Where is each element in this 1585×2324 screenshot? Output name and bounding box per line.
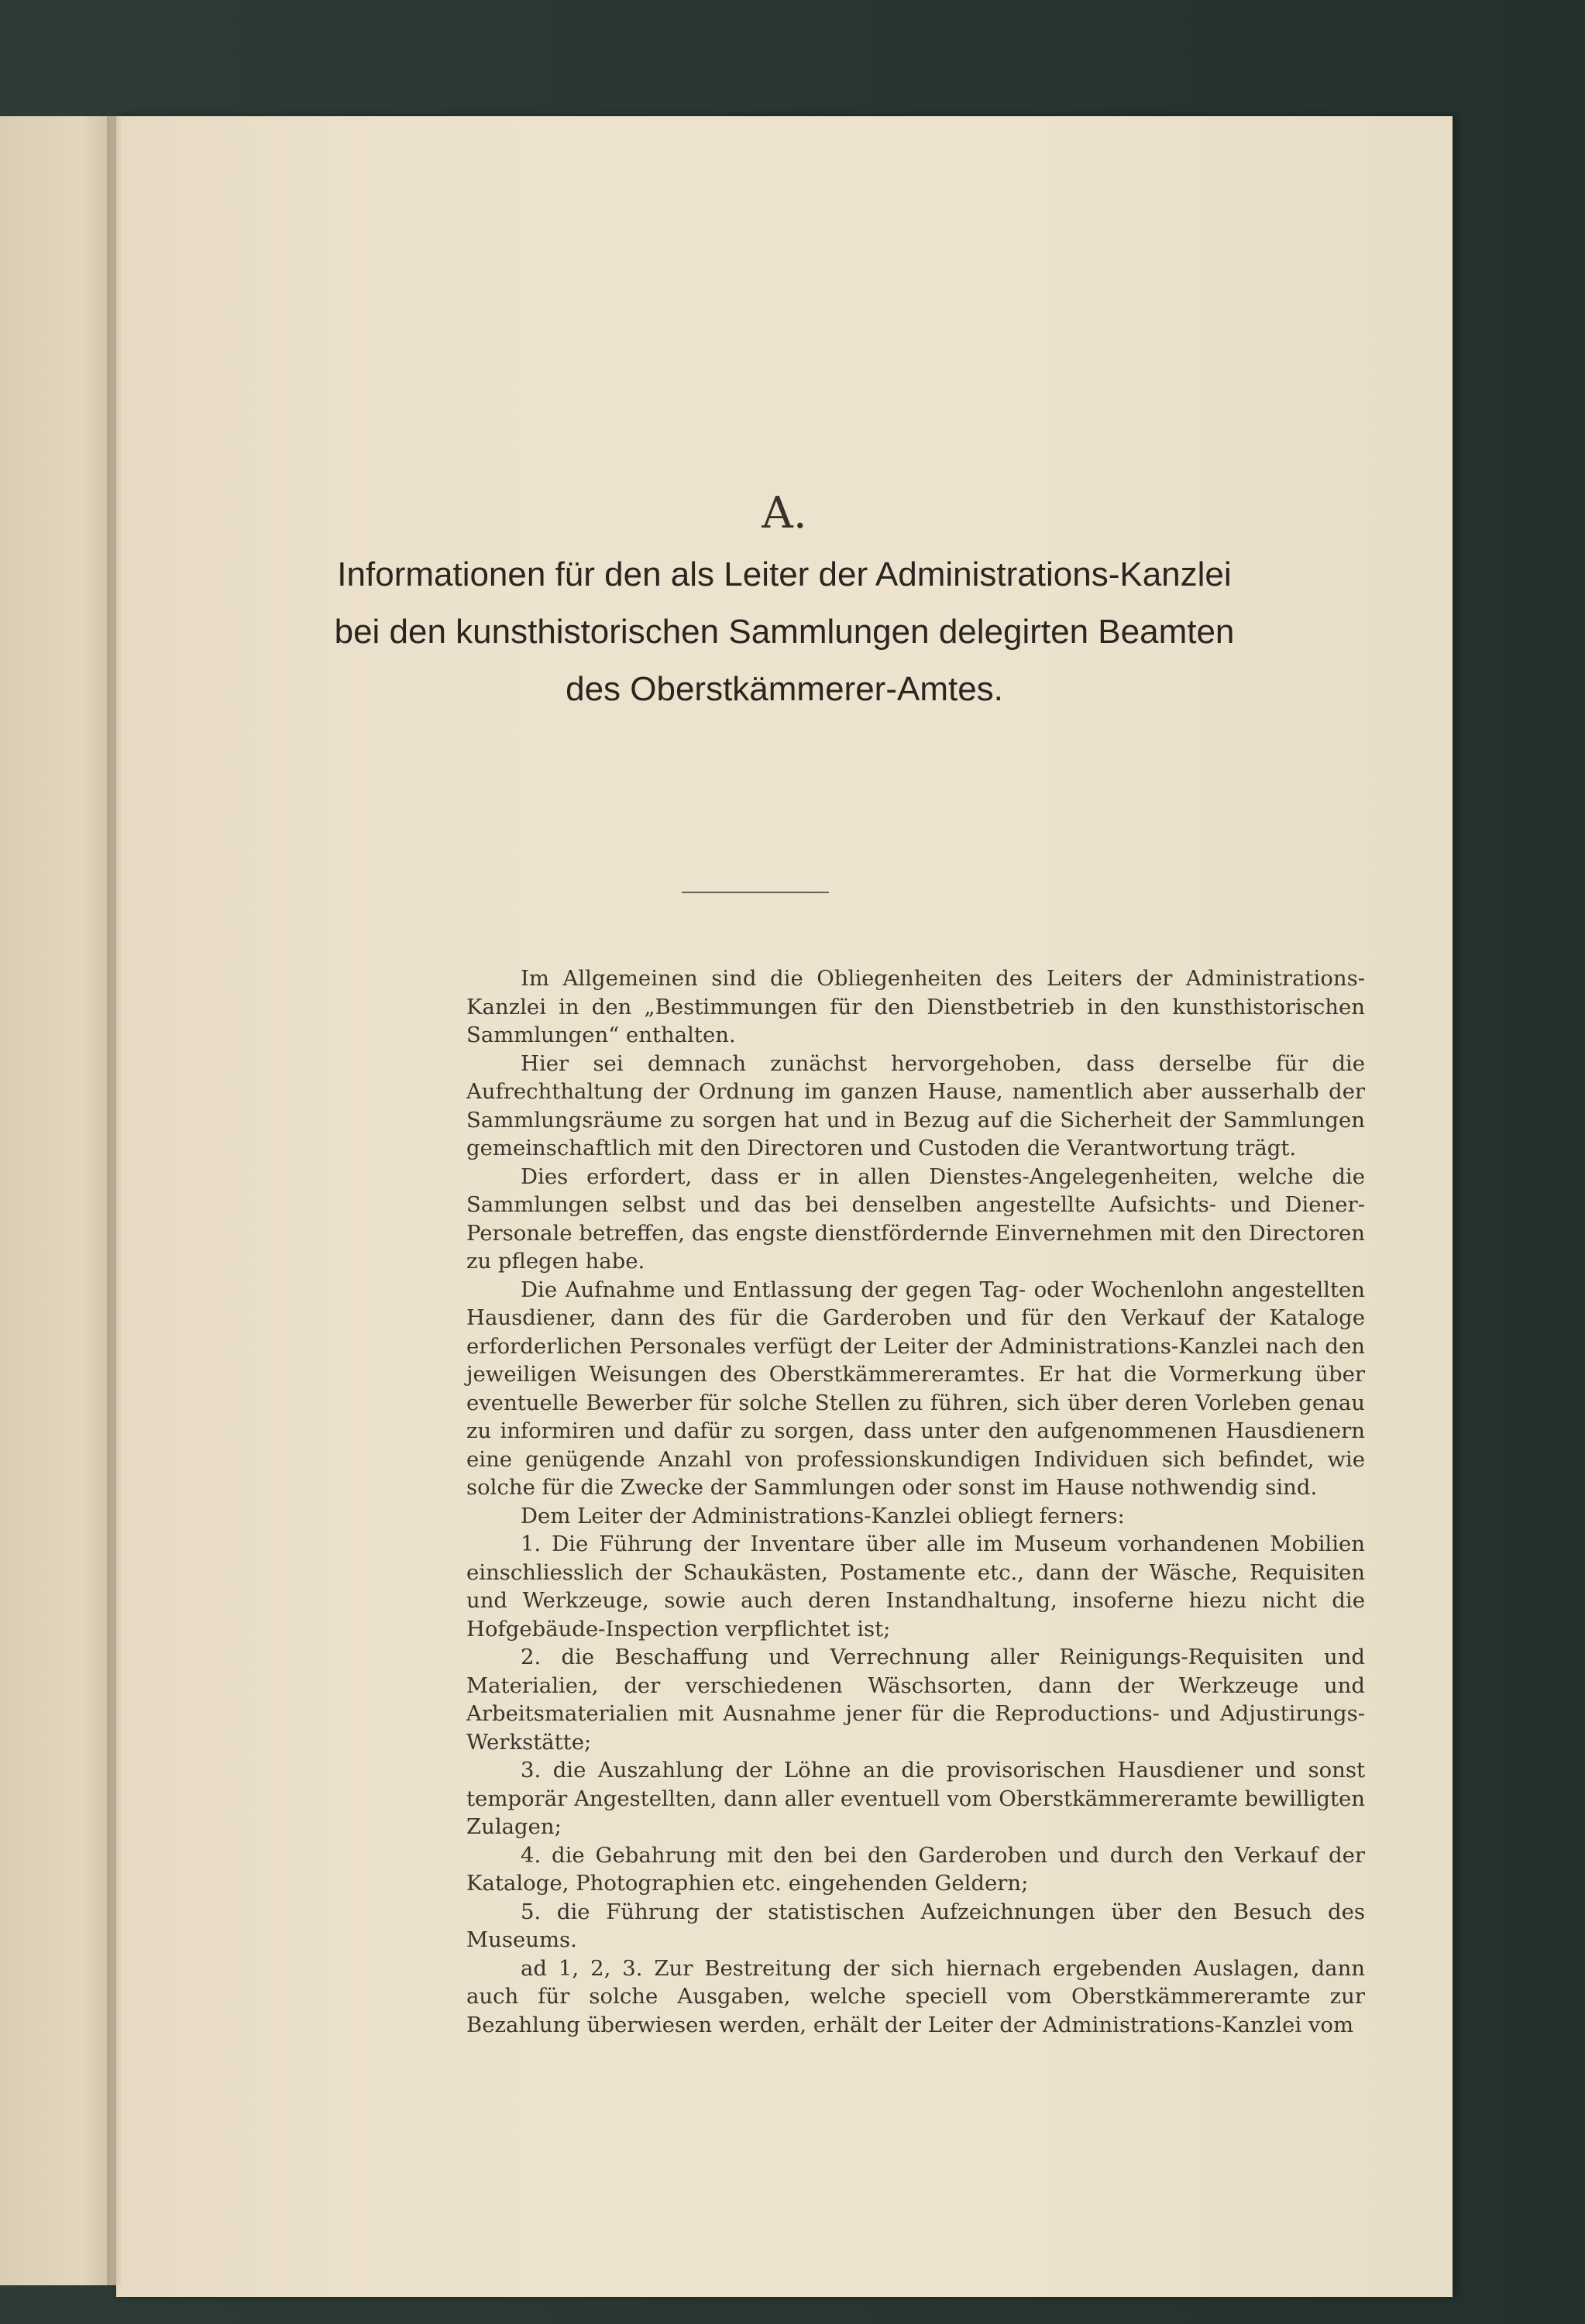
section-letter: A. <box>762 488 807 538</box>
list-item: 1. Die Führung der Inventare über alle im Museum vorhandenen Mobilien einschliesslich der Schaukästen, Postamente etc., dann der Wäsche, Requisiten und Werkzeuge, sowie auch deren Instandhaltung, insoferne hiezu nicht die Hofgebäude-Inspection verpflichtet ist; <box>466 1532 1365 1642</box>
list-item: 2. die Beschaffung und Verrechnung aller Reinigungs-Requisiten und Materialien, der verschiedenen Wäschsorten, dann der Werkzeuge und Arbeitsmaterialien mit Ausnahme jener für die Reproductions- und Adjustirungs-Werkstätte; <box>466 1645 1365 1755</box>
paragraph: Hier sei demnach zunächst hervorgehoben, dass derselbe für die Aufrechthaltung der Ordnung im ganzen Hause, namentlich aber ausserhalb der Sammlungsräume zu sorgen hat und in Bezug auf die Sicherheit der Sammlungen gemeinschaftlich mit den Directoren und Custoden die Verantwortung trägt. <box>466 1050 1365 1160</box>
paragraph: Dies erfordert, dass er in allen Dienstes-Angelegenheiten, welche die Sammlungen selbst und das bei denselben angestellte Aufsichts- und Diener-Personale betreffen, das engste dienstfördernde Einvernehmen mit den Directoren zu pflegen habe. <box>466 1164 1365 1274</box>
title-line: des Oberstkämmerer-Amtes. <box>566 670 1003 708</box>
body-text <box>466 964 1365 2039</box>
list-item: 5. die Führung der statistischen Aufzeichnungen über den Besuch des Museums. <box>466 1899 1365 1952</box>
paragraph: Dem Leiter der Administrations-Kanzlei obliegt ferners: <box>521 1503 1125 1528</box>
facing-page-edge <box>0 116 116 2285</box>
list-item: 3. die Auszahlung der Löhne an die provisorischen Hausdiener und sonst temporär Angestellten, dann aller eventuell vom Oberstkämmereramte bewilligten Zulagen; <box>466 1758 1365 1839</box>
title-divider <box>682 892 829 893</box>
paragraph: ad 1, 2, 3. Zur Bestreitung der sich hiernach ergebenden Auslagen, dann auch für solche Ausgaben, welche speciell vom Oberstkämmereramte zur Bezahlung überwiesen werden, erhält der Leiter der Administrations-Kanzlei vom <box>466 1955 1365 2037</box>
paragraph: Die Aufnahme und Entlassung der gegen Tag- oder Wochenlohn angestellten Hausdiener, dann des für die Garderoben und für den Verkauf der Kataloge erforderlichen Personales verfügt der Leiter der Administrations-Kanzlei nach den jeweiligen Weisungen des Oberstkämmereramtes. Er hat die Vormerkung über eventuelle Bewerber für solche Stellen zu führen, sich über deren Vorleben genau zu informiren und dafür zu sorgen, dass unter den aufgenommenen Hausdienern eine genügende Anzahl von professionskundigen Individuen sich befindet, wie solche für die Zwecke der Sammlungen oder sonst im Hause nothwendig sind. <box>466 1277 1365 1500</box>
title-line: Informationen für den als Leiter der Administrations-Kanzlei <box>337 555 1232 593</box>
list-item: 4. die Gebahrung mit den bei den Garderoben und durch den Verkauf der Kataloge, Photographien etc. eingehenden Geldern; <box>466 1842 1365 1896</box>
book-gutter <box>107 116 121 2285</box>
title-line: bei den kunsthistorischen Sammlungen delegirten Beamten <box>334 613 1235 651</box>
document-page <box>116 116 1453 2297</box>
document-title <box>116 546 1453 718</box>
paragraph: Im Allgemeinen sind die Obliegenheiten des Leiters der Administrations-Kanzlei in den „Bestimmungen für den Dienstbetrieb in den kunsthistorischen Sammlungen“ enthalten. <box>466 966 1365 1047</box>
